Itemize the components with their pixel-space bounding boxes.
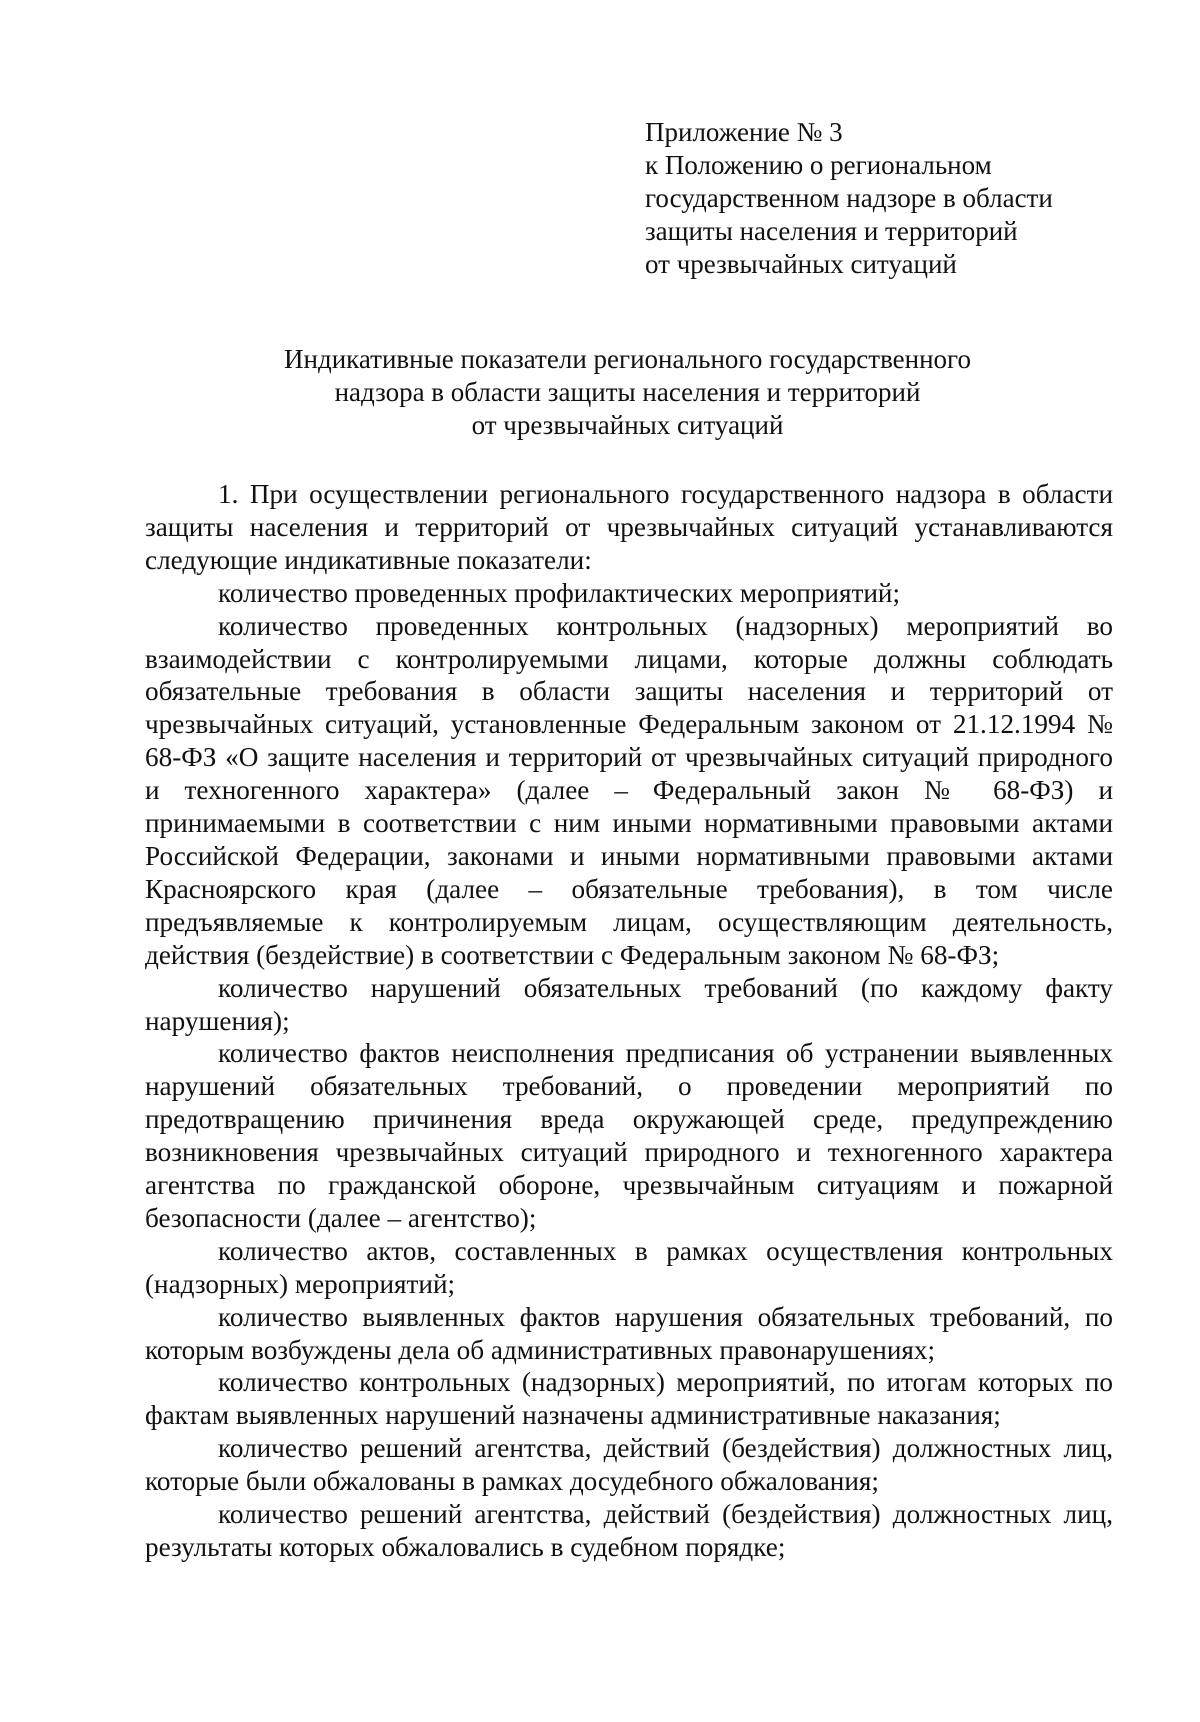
paragraph-indicator: количество решений агентства, действий (бездействия) должностных лиц, которые были обжалованы в рамках досудебного обжалования; <box>145 1433 1113 1497</box>
title-line: надзора в области защиты населения и территорий <box>334 377 921 407</box>
appendix-line: Приложение № 3 <box>645 117 843 147</box>
appendix-line: государственном надзоре в области <box>645 183 1053 213</box>
paragraph-intro: 1. При осуществлении регионального государственного надзора в области защиты населения и территорий от чрезвычайных ситуаций устанавливаются следующие индикативные показатели: <box>145 479 1113 575</box>
paragraph-indicator: количество актов, составленных в рамках осуществления контрольных (надзорных) мероприятий; <box>145 1235 1113 1299</box>
title-line: Индикативные показатели регионального государственного <box>284 344 971 374</box>
paragraph-indicator: количество решений агентства, действий (бездействия) должностных лиц, результаты которых обжаловались в судебном порядке; <box>145 1499 1113 1562</box>
appendix-header <box>645 116 1165 281</box>
paragraph-indicator: количество проведенных контрольных (надзорных) мероприятий во взаимодействии с контролируемыми лицами, которые должны соблюдать обязательные требования в области защиты населения и территорий от чрезвычайных ситуаций, установленные Федеральным законом от 21.12.1994 № 68-ФЗ «О защите населения и территорий от чрезвычайных ситуаций природного и техногенного характера» (далее – Федеральный закон № 68-ФЗ) и принимаемыми в соответствии с ним иными нормативными правовыми актами Российской Федерации, законами и иными нормативными правовыми актами Красноярского края (далее – обязательные требования), в том числе предъявляемые к контролируемым лицам, осуществляющим деятельность, действия (бездействие) в соответствии с Федеральным законом № 68-ФЗ; <box>145 610 1113 970</box>
appendix-line: защиты населения и территорий <box>645 216 1018 246</box>
paragraph-indicator: количество фактов неисполнения предписания об устранении выявленных нарушений обязательных требований, о проведении мероприятий по предотвращению причинения вреда окружающей среде, предупреждению возникновения чрезвычайных ситуаций природного и техногенного характера агентства по гражданской обороне, чрезвычайным ситуациям и пожарной безопасности (далее – агентство); <box>145 1038 1113 1233</box>
paragraph-indicator: количество выявленных фактов нарушения обязательных требований, по которым возбуждены дела об административных правонарушениях; <box>145 1301 1113 1365</box>
document-body <box>145 478 1113 1564</box>
paragraph-indicator: количество контрольных (надзорных) мероприятий, по итогам которых по фактам выявленных нарушений назначены административные наказания; <box>145 1367 1113 1431</box>
paragraph-indicator: количество проведенных профилактических мероприятий; <box>218 577 901 608</box>
paragraph-indicator: количество нарушений обязательных требований (по каждому факту нарушения); <box>145 972 1113 1036</box>
document-title <box>145 343 1110 442</box>
appendix-line: от чрезвычайных ситуаций <box>645 249 957 279</box>
appendix-line: к Положению о региональном <box>645 150 992 180</box>
title-line: от чрезвычайных ситуаций <box>471 410 784 440</box>
